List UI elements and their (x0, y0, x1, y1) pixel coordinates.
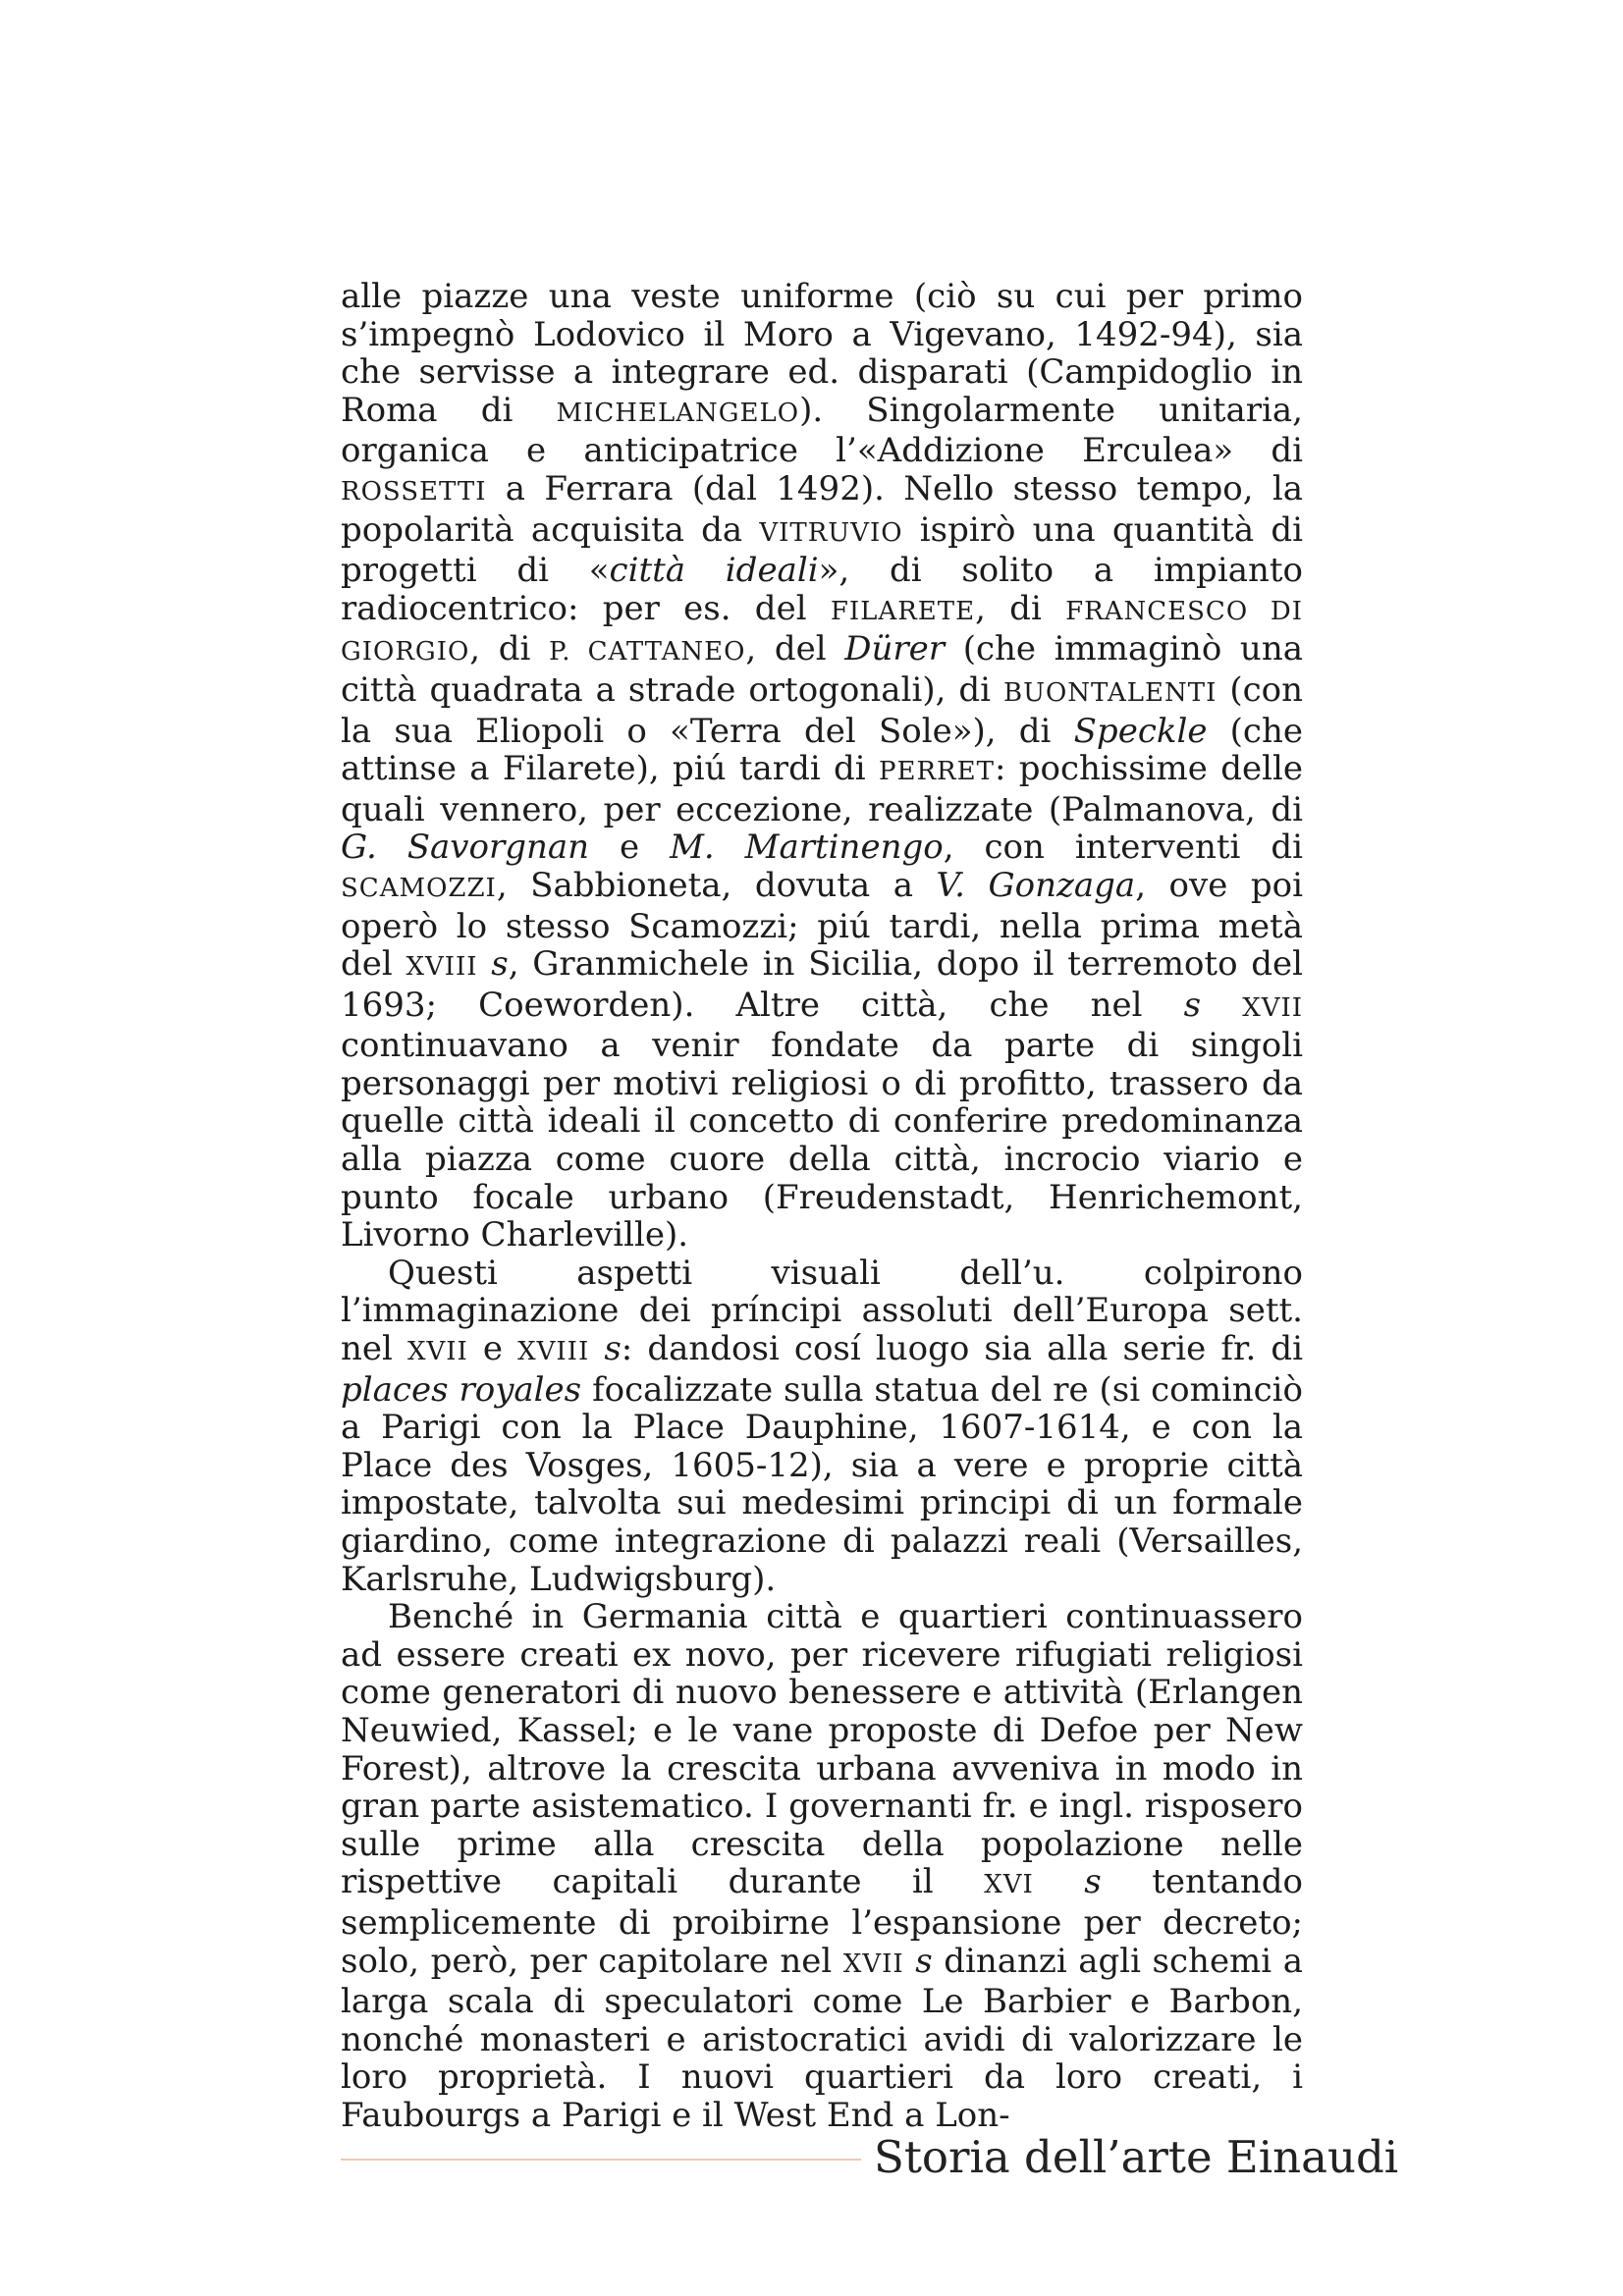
date-figure: 1605-12 (671, 1445, 810, 1485)
paragraph-2 (341, 1255, 1303, 1598)
text-run: , con interventi di (943, 828, 1304, 868)
text-run: : dandosi cosí luogo sia alla serie fr. di (621, 1329, 1303, 1369)
text-run: , del (745, 629, 845, 669)
text-run (589, 1329, 604, 1368)
italic-run: città ideali (609, 551, 819, 591)
small-caps-name: FILARETE (830, 596, 976, 626)
small-caps-name: XVII (406, 1337, 468, 1367)
small-caps-name: SCAMOZZI (341, 873, 497, 903)
text-run: a Ferrara (dal (486, 468, 777, 508)
italic-run: s (491, 944, 509, 985)
italic-run: places royales (341, 1369, 582, 1410)
small-caps-name: XVI (984, 1870, 1034, 1900)
text-run: continuavano a venir fondate da parte di singoli personaggi per motivi religiosi o di profitto, trassero da quelle città ideali il concetto di conferire predominanza alla piazza come cuore della città, incrocio viario e punto focale urbano (Freudenstadt, Henrichemont, Livorno Charleville). (341, 1026, 1303, 1255)
small-caps-name: XVIII (517, 1337, 590, 1367)
text-run: ), sia a vere e proprie città impostate, talvolta sui medesimi principi di un formale giardino, come integrazione di palazzi reali (Versailles, Karlsruhe, Ludwigsburg). (341, 1445, 1303, 1599)
text-run: (che attinse a Filarete), piú tardi di (341, 711, 1303, 789)
small-caps-name: XVII (1242, 992, 1304, 1023)
italic-run: s (1183, 985, 1202, 1025)
text-run: , di (975, 588, 1066, 628)
text-run: , di (469, 629, 550, 669)
small-caps-name: ROSSETTI (341, 476, 487, 507)
italic-run: s (604, 1329, 622, 1369)
running-footer-title: Storia dell’arte Einaudi (874, 2131, 1399, 2183)
text-run: : pochissime delle quali vennero, per eccezione, realizzate (Palmanova, di (341, 749, 1303, 829)
small-caps-name: VITRUVIO (759, 517, 903, 548)
italic-run: Dürer (844, 629, 946, 669)
italic-run: G. Savorgnan (341, 828, 590, 868)
small-caps-name: XVIII (406, 952, 478, 983)
small-caps-name: P. CATTANEO (549, 637, 746, 667)
text-run (1034, 1862, 1085, 1901)
text-run: ; Coeworden). Altre città, che nel (425, 985, 1184, 1025)
text-run: focalizzate sulla statua del re (si cominciò a Parigi con la Place Dauphine, (341, 1369, 1303, 1448)
text-run: e (589, 828, 671, 868)
footer-rule (341, 2159, 861, 2161)
paragraph-3 (341, 1598, 1303, 2134)
text-run: (con la sua Eliopoli o «Terra del Sole»), di (341, 669, 1303, 751)
small-caps-name: XVII (842, 1949, 904, 1979)
date-figure: 1492-94 (1074, 314, 1214, 354)
date-figure: 1693 (341, 985, 426, 1025)
text-run: ispirò una quantità di progetti di « (341, 509, 1303, 591)
text-run: alle piazze una veste uniforme (ciò su cui per primo s’impegnò Lodovico il Moro a Vigevano, (341, 277, 1303, 354)
text-run: Questi aspetti visuali dell’u. colpirono l’immaginazione dei prı́ncipi assoluti dell’Europa sett. nel (341, 1253, 1303, 1369)
paragraph-1 (341, 278, 1303, 1255)
italic-run: s (915, 1941, 933, 1981)
text-run: ). Singolarmente unitaria, organica e anticipatrice l’«Addizione Erculea» di (341, 390, 1303, 471)
date-figure: 1607-1614 (939, 1408, 1120, 1448)
italic-run: V. Gonzaga (936, 865, 1136, 905)
text-run (478, 944, 492, 984)
text-run: , Granmichele in Sicilia, dopo il terremoto del (508, 944, 1304, 985)
text-run (1201, 986, 1242, 1025)
text-run: ), sia che servisse a integrare ed. disparati (Campidoglio in Roma di (341, 314, 1303, 430)
italic-run: Speckle (1073, 711, 1208, 751)
text-run: dinanzi agli schemi a larga scala di speculatori come Le Barbier e Barbon, nonché monasteri e aristocratici avidi di valorizzare le loro proprietà. I nuovi quartieri da loro creati, i Faubourgs a Parigi e il West End a Lon- (341, 1941, 1303, 2135)
text-run: tentando semplicemente di proibirne l’espansione per decreto; solo, però, per capitolare nel (341, 1862, 1303, 1981)
text-run: », di solito a impianto radiocentrico: per es. del (341, 551, 1303, 628)
text-run: , ove poi operò lo stesso Scamozzi; piú tardi, nella prima metà del (341, 865, 1303, 985)
italic-run: s (1084, 1862, 1102, 1902)
small-caps-name: MICHELANGELO (556, 398, 800, 428)
text-run: e (467, 1329, 518, 1369)
text-run: (che immaginò una città quadrata a strade ortogonali), di (341, 629, 1303, 710)
small-caps-name: PERRET (879, 757, 995, 787)
date-figure: 1492 (776, 468, 861, 508)
text-run (904, 1942, 916, 1981)
text-run: , e con la Place des Vosges, (341, 1408, 1303, 1485)
text-run: Benché in Germania città e quartieri continuassero ad essere creati ex novo, per ricevere rifugiati religiosi come generatori di nuovo benessere e attività (Erlangen Neuwied, Kassel; e le vane proposte di Defoe per New Forest), altrove la crescita urbana avveniva in modo in gran parte asistematico. I governanti fr. e ingl. risposero sulle prime alla crescita della popolazione nelle rispettive capitali durante il (341, 1597, 1303, 1902)
body-text (341, 278, 1303, 2135)
italic-run: M. Martinengo (670, 828, 944, 868)
small-caps-name: FRANCESCO DI GIORGIO (341, 596, 1303, 667)
text-run: ). Nello stesso tempo, la popolarità acquisita da (341, 468, 1304, 550)
small-caps-name: BUONTALENTI (1002, 677, 1217, 708)
text-run: , Sabbioneta, dovuta a (496, 865, 937, 905)
